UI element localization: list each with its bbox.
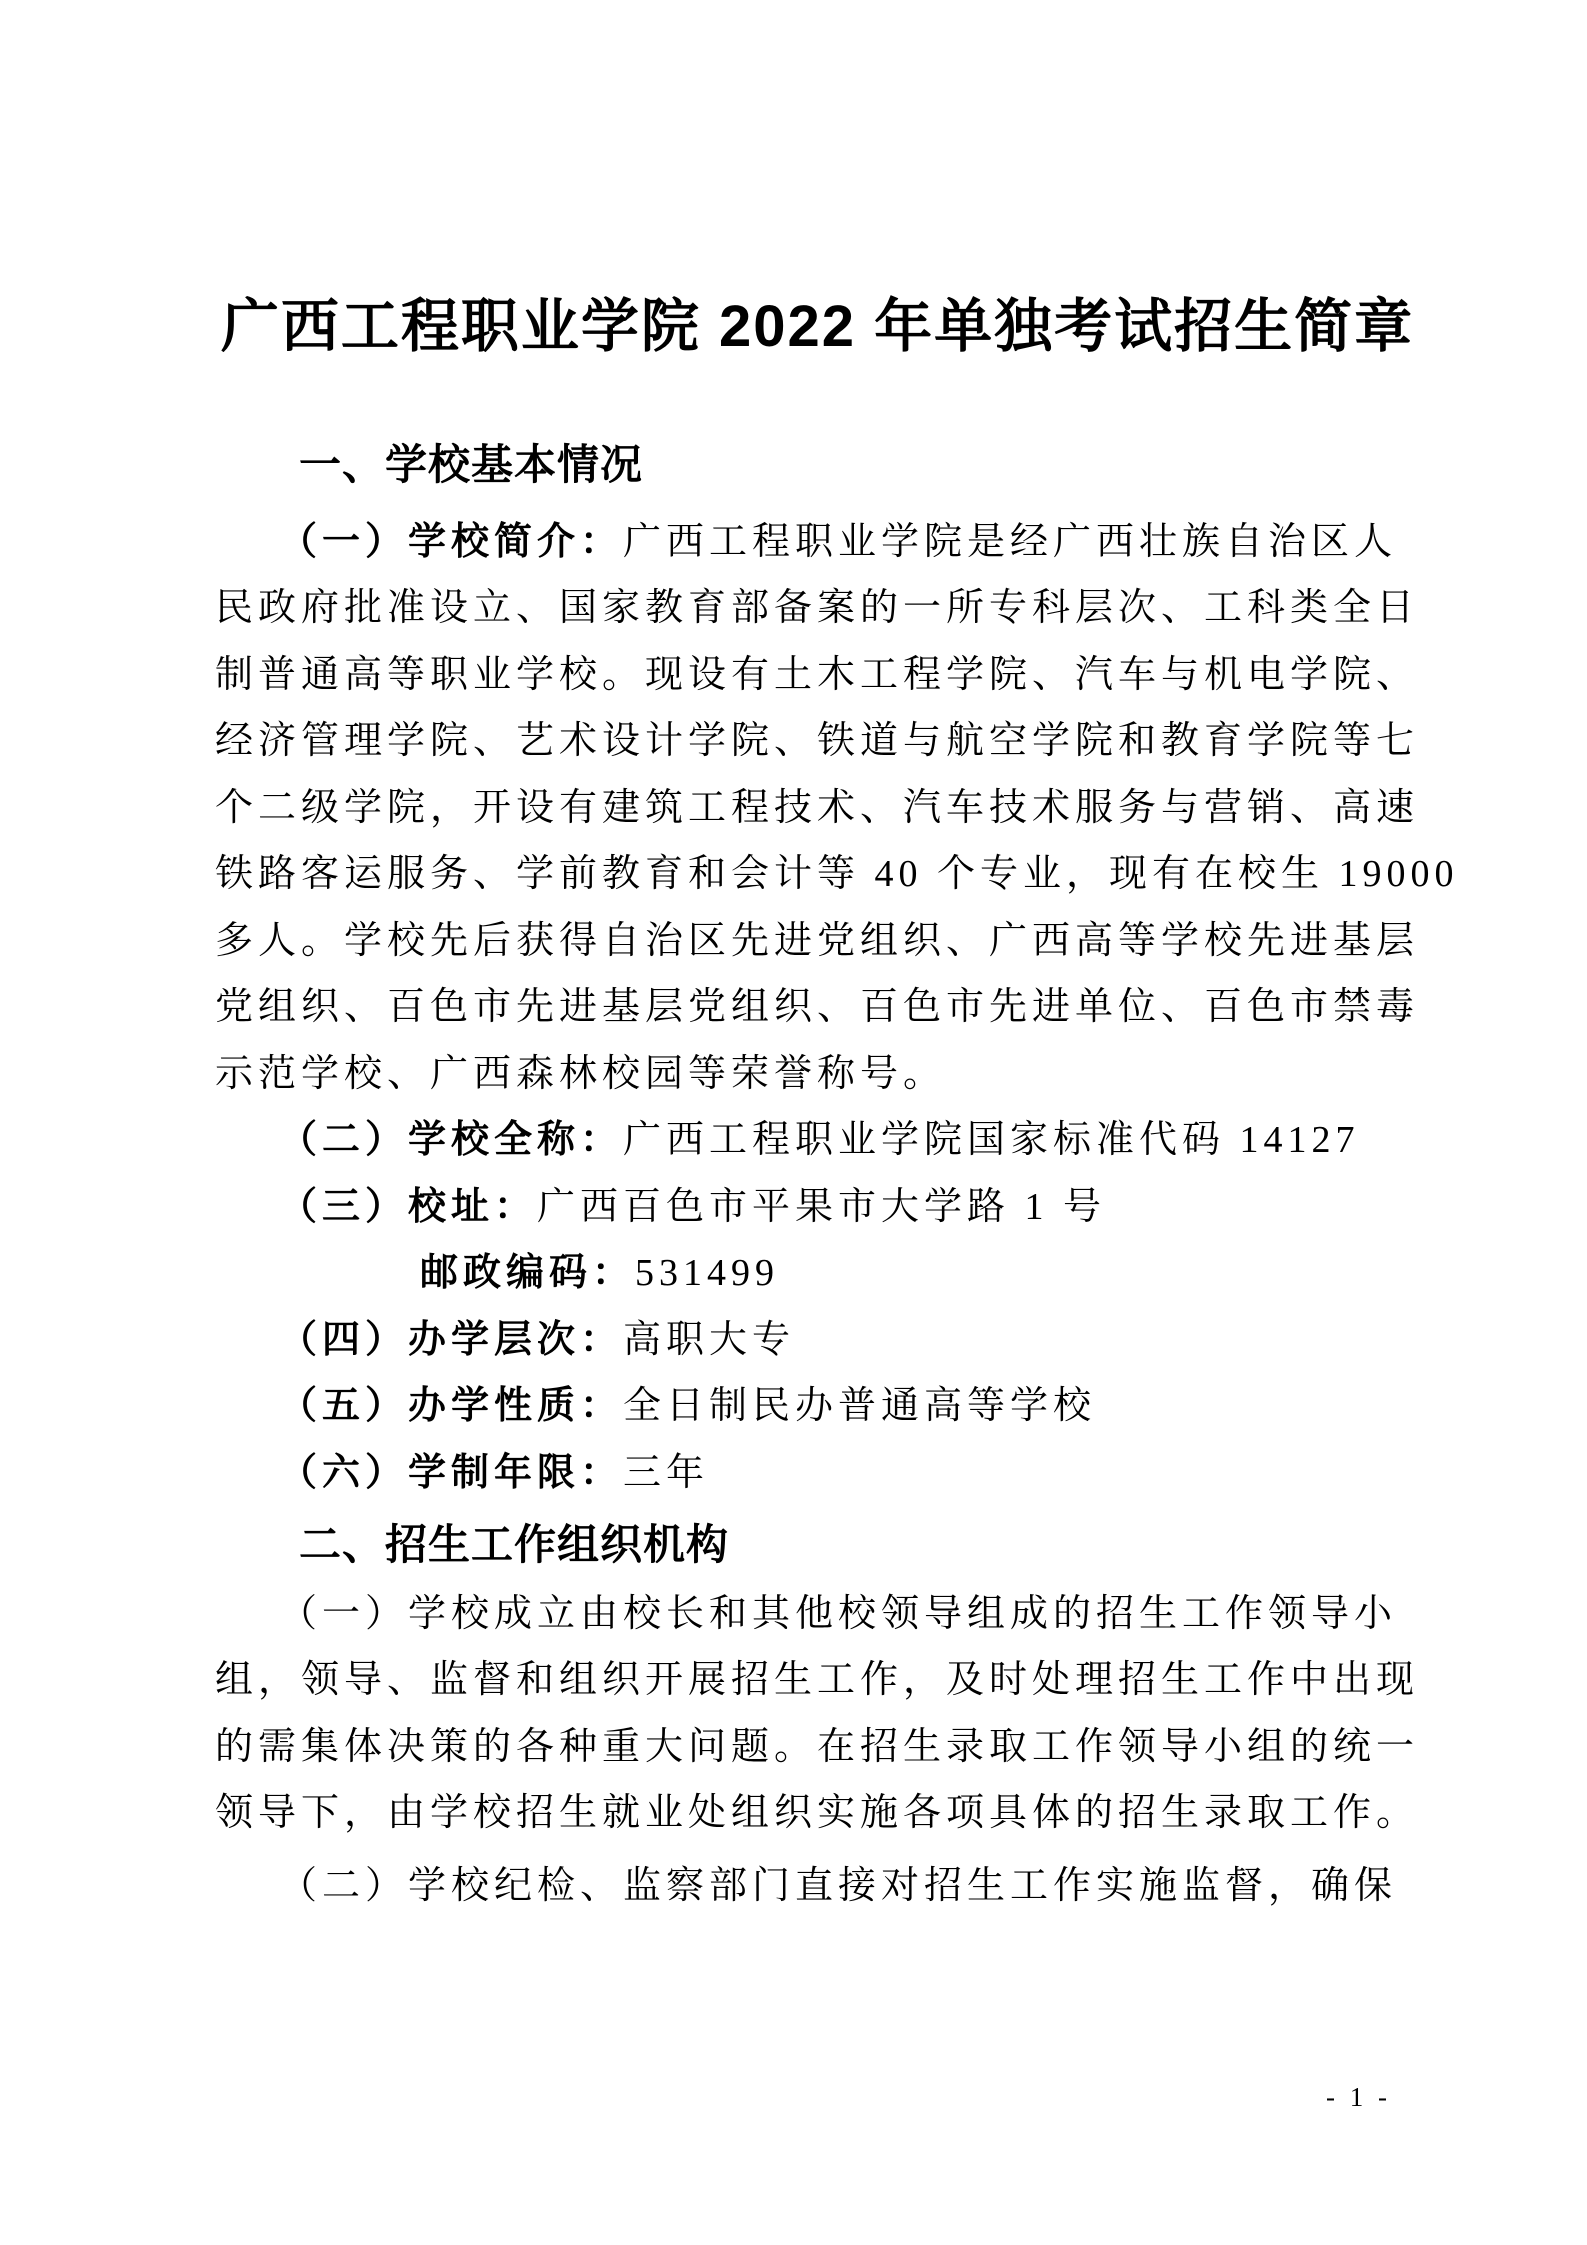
paragraph-text: 广西工程职业学院是经广西壮族自治区人 [623,520,1398,563]
page-number: - 1 - [1326,2082,1391,2112]
item-school-full-name [215,1107,1420,1174]
paragraph-line: 民政府批准设立、国家教育部备案的一所专科层次、工科类全日 [215,587,1420,629]
item-value: 三年 [623,1451,710,1494]
section-2-heading: 二、招生工作组织机构 [299,1521,730,1568]
item-education-level [215,1307,1420,1374]
paragraph-line: 个二级学院，开设有建筑工程技术、汽车技术服务与营销、高速 [215,786,1420,829]
item-value: 广西百色市平果市大学路 1 号 [537,1185,1107,1228]
item-value: 高职大专 [623,1318,796,1361]
item-study-duration [215,1440,1420,1507]
document-content [215,0,1459,1919]
item-label: （四）办学层次： [279,1318,624,1361]
item-value: 全日制民办普通高等学校 [623,1385,1097,1427]
item-label: （三）校址： [279,1185,538,1228]
item-school-address [215,1174,1420,1241]
document-title: 广西工程职业学院 2022 年单独考试招生简章 [220,294,1415,359]
paragraph-line: 示范学校、广西森林校园等荣誉称号。 [215,1052,947,1095]
section-1-intro-paragraph [215,509,1459,1108]
item-value: 广西工程职业学院国家标准代码 14127 [623,1119,1360,1161]
item-label: 邮政编码： [420,1252,636,1294]
paragraph-line: （一）学校成立由校长和其他校领导组成的招生工作领导小 [279,1592,1398,1635]
paragraph-line: （二）学校纪检、监察部门直接对招生工作实施监督，确保 [279,1864,1398,1907]
item-value: 531499 [635,1252,780,1294]
paragraph-line: 组，领导、监督和组织开展招生工作，及时处理招生工作中出现 [215,1659,1420,1701]
paragraph-line: 党组织、百色市先进基层党组织、百色市先进单位、百色市禁毒 [215,986,1420,1028]
section-2-paragraph-2 [215,1853,1420,1920]
item-school-nature [215,1373,1420,1440]
section-1-heading: 一、学校基本情况 [299,441,644,488]
paragraph-line: 领导下，由学校招生就业处组织实施各项具体的招生录取工作。 [215,1792,1420,1834]
item-label: （二）学校全称： [279,1119,624,1161]
paragraph-line: 多人。学校先后获得自治区先进党组织、广西高等学校先进基层 [215,919,1420,962]
paragraph-line: 制普通高等职业学校。现设有土木工程学院、汽车与机电学院、 [215,653,1420,696]
paragraph-line: 经济管理学院、艺术设计学院、铁道与航空学院和教育学院等七 [215,720,1420,762]
section-2-paragraph-1 [215,1581,1420,1847]
item-label: （一）学校简介： [279,520,624,563]
paragraph-line [215,509,1420,576]
paragraph-line: 的需集体决策的各种重大问题。在招生录取工作领导小组的统一 [215,1725,1420,1768]
item-label: （六）学制年限： [279,1451,624,1494]
item-postal-code [215,1240,1420,1307]
item-label: （五）办学性质： [279,1385,624,1427]
paragraph-line: 铁路客运服务、学前教育和会计等 40 个专业，现有在校生 19000 [215,853,1459,895]
